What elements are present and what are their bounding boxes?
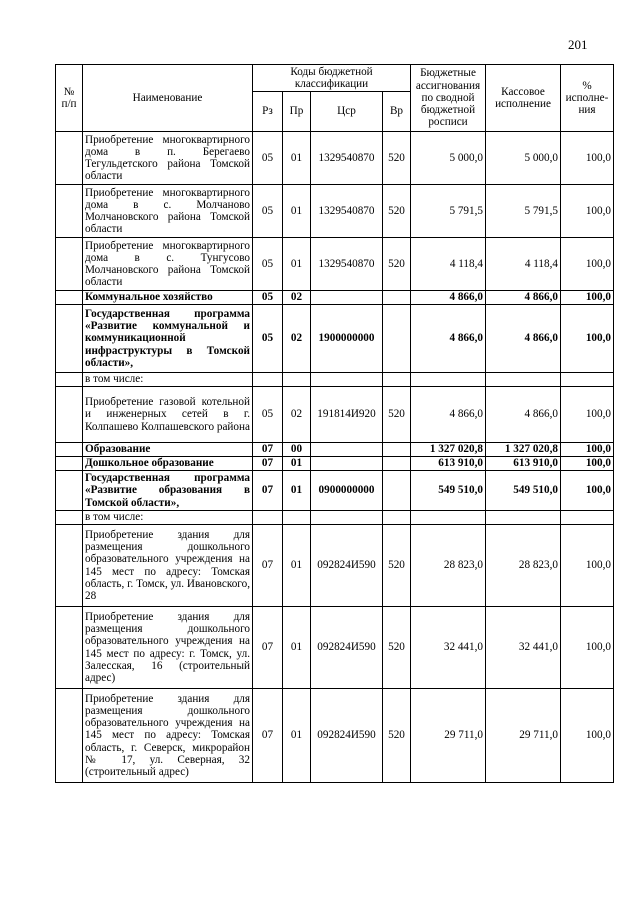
header-cash: Кассовое исполнение — [486, 65, 561, 132]
table-cell-csr — [311, 373, 383, 387]
header-pr: Пр — [283, 92, 311, 132]
table-cell-rz: 07 — [253, 443, 283, 457]
table-cell-name: Коммунальное хозяйство — [83, 291, 253, 305]
table-cell-num — [56, 525, 83, 607]
table-cell-num — [56, 511, 83, 525]
table-cell-vr — [383, 443, 411, 457]
table-cell-csr: 191814И920 — [311, 387, 383, 443]
table-cell-cash: 5 000,0 — [486, 132, 561, 185]
table-cell-num — [56, 238, 83, 291]
table-row — [56, 305, 614, 373]
table-cell-rz: 07 — [253, 457, 283, 471]
table-cell-percent: 100,0 — [561, 185, 614, 238]
table-cell-rz: 07 — [253, 607, 283, 689]
table-cell-num — [56, 689, 83, 783]
table-cell-name: Государственная программа «Развитие образования в Томской области», — [83, 471, 253, 511]
table-row — [56, 291, 614, 305]
table-row — [56, 457, 614, 471]
table-cell-rz: 05 — [253, 185, 283, 238]
table-cell-rz — [253, 511, 283, 525]
table-cell-vr: 520 — [383, 525, 411, 607]
table-cell-cash: 4 866,0 — [486, 291, 561, 305]
table-cell-assign: 28 823,0 — [411, 525, 486, 607]
table-cell-pr — [283, 373, 311, 387]
table-cell-num — [56, 607, 83, 689]
table-cell-percent: 100,0 — [561, 291, 614, 305]
table-row — [56, 607, 614, 689]
table-cell-assign — [411, 511, 486, 525]
table-cell-percent: 100,0 — [561, 457, 614, 471]
table-row — [56, 689, 614, 783]
table-cell-name: Приобретение здания для размещения дошкольного образовательного учреждения на 145 мест по адресу: Томская область, г. Томск, ул. Ивановского, 28 — [83, 525, 253, 607]
table-cell-pr: 02 — [283, 387, 311, 443]
table-cell-percent: 100,0 — [561, 238, 614, 291]
header-rz: Рз — [253, 92, 283, 132]
table-row — [56, 132, 614, 185]
table-cell-name: Приобретение многоквартирного дома в с. Молчаново Молчановского района Томской области — [83, 185, 253, 238]
table-cell-rz: 05 — [253, 305, 283, 373]
header-num: № п/п — [56, 65, 83, 132]
table-cell-num — [56, 305, 83, 373]
table-cell-vr — [383, 511, 411, 525]
table-cell-name: Приобретение многоквартирного дома в п. Берегаево Тегульдетского района Томской области — [83, 132, 253, 185]
table-cell-cash: 549 510,0 — [486, 471, 561, 511]
table-row — [56, 185, 614, 238]
table-cell-cash: 29 711,0 — [486, 689, 561, 783]
table-cell-num — [56, 443, 83, 457]
table-cell-name: Образование — [83, 443, 253, 457]
table-cell-csr: 092824И590 — [311, 525, 383, 607]
table-cell-vr — [383, 457, 411, 471]
table-cell-percent: 100,0 — [561, 607, 614, 689]
table-cell-vr: 520 — [383, 132, 411, 185]
table-cell-percent: 100,0 — [561, 443, 614, 457]
table-cell-percent — [561, 511, 614, 525]
page-number: 201 — [568, 37, 588, 52]
header-codes: Коды бюджетной классификации — [253, 65, 411, 92]
table-cell-name: Приобретение здания для размещения дошкольного образовательного учреждения на 145 мест по адресу: Томская область, г. Северск, микрорайон № 17, ул. Северная, 32 (строительный адрес) — [83, 689, 253, 783]
table-cell-pr: 01 — [283, 185, 311, 238]
table-cell-csr: 092824И590 — [311, 689, 383, 783]
table-cell-assign: 549 510,0 — [411, 471, 486, 511]
table-cell-csr: 1329540870 — [311, 185, 383, 238]
table-cell-pr: 02 — [283, 291, 311, 305]
table-cell-pr: 01 — [283, 607, 311, 689]
table-cell-rz: 05 — [253, 132, 283, 185]
table-cell-name: Дошкольное образование — [83, 457, 253, 471]
table-cell-cash: 28 823,0 — [486, 525, 561, 607]
table-cell-pr: 01 — [283, 132, 311, 185]
header-assign: Бюджетные ассигнования по сводной бюджетной росписи — [411, 65, 486, 132]
table-cell-name: Приобретение многоквартирного дома в с. Тунгусово Молчановского района Томской области — [83, 238, 253, 291]
header-vr: Вр — [383, 92, 411, 132]
table-cell-rz: 07 — [253, 689, 283, 783]
table-cell-percent: 100,0 — [561, 132, 614, 185]
table-cell-csr — [311, 291, 383, 305]
table-cell-cash: 4 118,4 — [486, 238, 561, 291]
table-body — [56, 132, 614, 783]
table-cell-percent: 100,0 — [561, 305, 614, 373]
table-cell-csr — [311, 457, 383, 471]
table-cell-rz: 05 — [253, 238, 283, 291]
header-csr: Цср — [311, 92, 383, 132]
table-cell-pr: 01 — [283, 238, 311, 291]
table-cell-percent: 100,0 — [561, 689, 614, 783]
table-cell-csr — [311, 511, 383, 525]
table-cell-assign: 1 327 020,8 — [411, 443, 486, 457]
table-cell-name: Приобретение газовой котельной и инженерных сетей в г. Колпашево Колпашевского района — [83, 387, 253, 443]
table-cell-pr: 00 — [283, 443, 311, 457]
table-cell-vr — [383, 305, 411, 373]
table-cell-assign: 5 791,5 — [411, 185, 486, 238]
table-cell-cash: 1 327 020,8 — [486, 443, 561, 457]
table-cell-vr — [383, 471, 411, 511]
table-cell-assign: 4 866,0 — [411, 387, 486, 443]
table-cell-assign: 4 118,4 — [411, 238, 486, 291]
table-cell-vr — [383, 291, 411, 305]
table-row — [56, 471, 614, 511]
table-cell-cash: 4 866,0 — [486, 305, 561, 373]
table-cell-num — [56, 457, 83, 471]
table-cell-csr: 1329540870 — [311, 238, 383, 291]
table-cell-csr: 1900000000 — [311, 305, 383, 373]
table-cell-assign: 4 866,0 — [411, 305, 486, 373]
table-cell-rz — [253, 373, 283, 387]
table-cell-num — [56, 471, 83, 511]
table-cell-vr: 520 — [383, 387, 411, 443]
table-cell-rz: 05 — [253, 387, 283, 443]
table-cell-percent: 100,0 — [561, 525, 614, 607]
table-cell-num — [56, 387, 83, 443]
table-cell-cash — [486, 373, 561, 387]
table-cell-csr: 0900000000 — [311, 471, 383, 511]
table-cell-cash: 32 441,0 — [486, 607, 561, 689]
header-percent: % исполне-ния — [561, 65, 614, 132]
budget-table — [55, 64, 614, 783]
table-cell-csr — [311, 443, 383, 457]
table-row — [56, 387, 614, 443]
table-cell-assign: 32 441,0 — [411, 607, 486, 689]
table-cell-rz: 07 — [253, 525, 283, 607]
table-cell-vr — [383, 373, 411, 387]
table-cell-name: в том числе: — [83, 373, 253, 387]
table-row — [56, 511, 614, 525]
table-cell-pr: 01 — [283, 525, 311, 607]
table-row — [56, 373, 614, 387]
table-cell-pr: 01 — [283, 457, 311, 471]
table-cell-num — [56, 291, 83, 305]
table-cell-cash: 5 791,5 — [486, 185, 561, 238]
table-cell-pr: 01 — [283, 689, 311, 783]
table-cell-rz: 07 — [253, 471, 283, 511]
table-cell-percent: 100,0 — [561, 471, 614, 511]
table-cell-vr: 520 — [383, 185, 411, 238]
table-cell-name: Государственная программа «Развитие коммунальной и коммуникационной инфраструктуры в Томской области», — [83, 305, 253, 373]
table-cell-vr: 520 — [383, 238, 411, 291]
table-cell-pr: 02 — [283, 305, 311, 373]
table-cell-num — [56, 373, 83, 387]
header-name: Наименование — [83, 65, 253, 132]
table-header — [56, 65, 614, 132]
table-cell-assign — [411, 373, 486, 387]
table-cell-cash: 613 910,0 — [486, 457, 561, 471]
table-cell-rz: 05 — [253, 291, 283, 305]
table-cell-num — [56, 185, 83, 238]
table-cell-vr: 520 — [383, 689, 411, 783]
table-cell-name: Приобретение здания для размещения дошкольного образовательного учреждения на 145 мест по адресу: г. Томск, ул. Залесская, 16 (строительный адрес) — [83, 607, 253, 689]
table-row — [56, 443, 614, 457]
table-cell-percent: 100,0 — [561, 387, 614, 443]
table-cell-cash: 4 866,0 — [486, 387, 561, 443]
table-row — [56, 238, 614, 291]
table-cell-percent — [561, 373, 614, 387]
table-row — [56, 525, 614, 607]
table-cell-assign: 4 866,0 — [411, 291, 486, 305]
table-cell-csr: 1329540870 — [311, 132, 383, 185]
table-cell-name: в том числе: — [83, 511, 253, 525]
table-cell-cash — [486, 511, 561, 525]
table-cell-assign: 5 000,0 — [411, 132, 486, 185]
table-cell-assign: 613 910,0 — [411, 457, 486, 471]
table-cell-vr: 520 — [383, 607, 411, 689]
table-cell-csr: 092824И590 — [311, 607, 383, 689]
table-cell-num — [56, 132, 83, 185]
table-cell-pr: 01 — [283, 471, 311, 511]
table-cell-assign: 29 711,0 — [411, 689, 486, 783]
table-cell-pr — [283, 511, 311, 525]
